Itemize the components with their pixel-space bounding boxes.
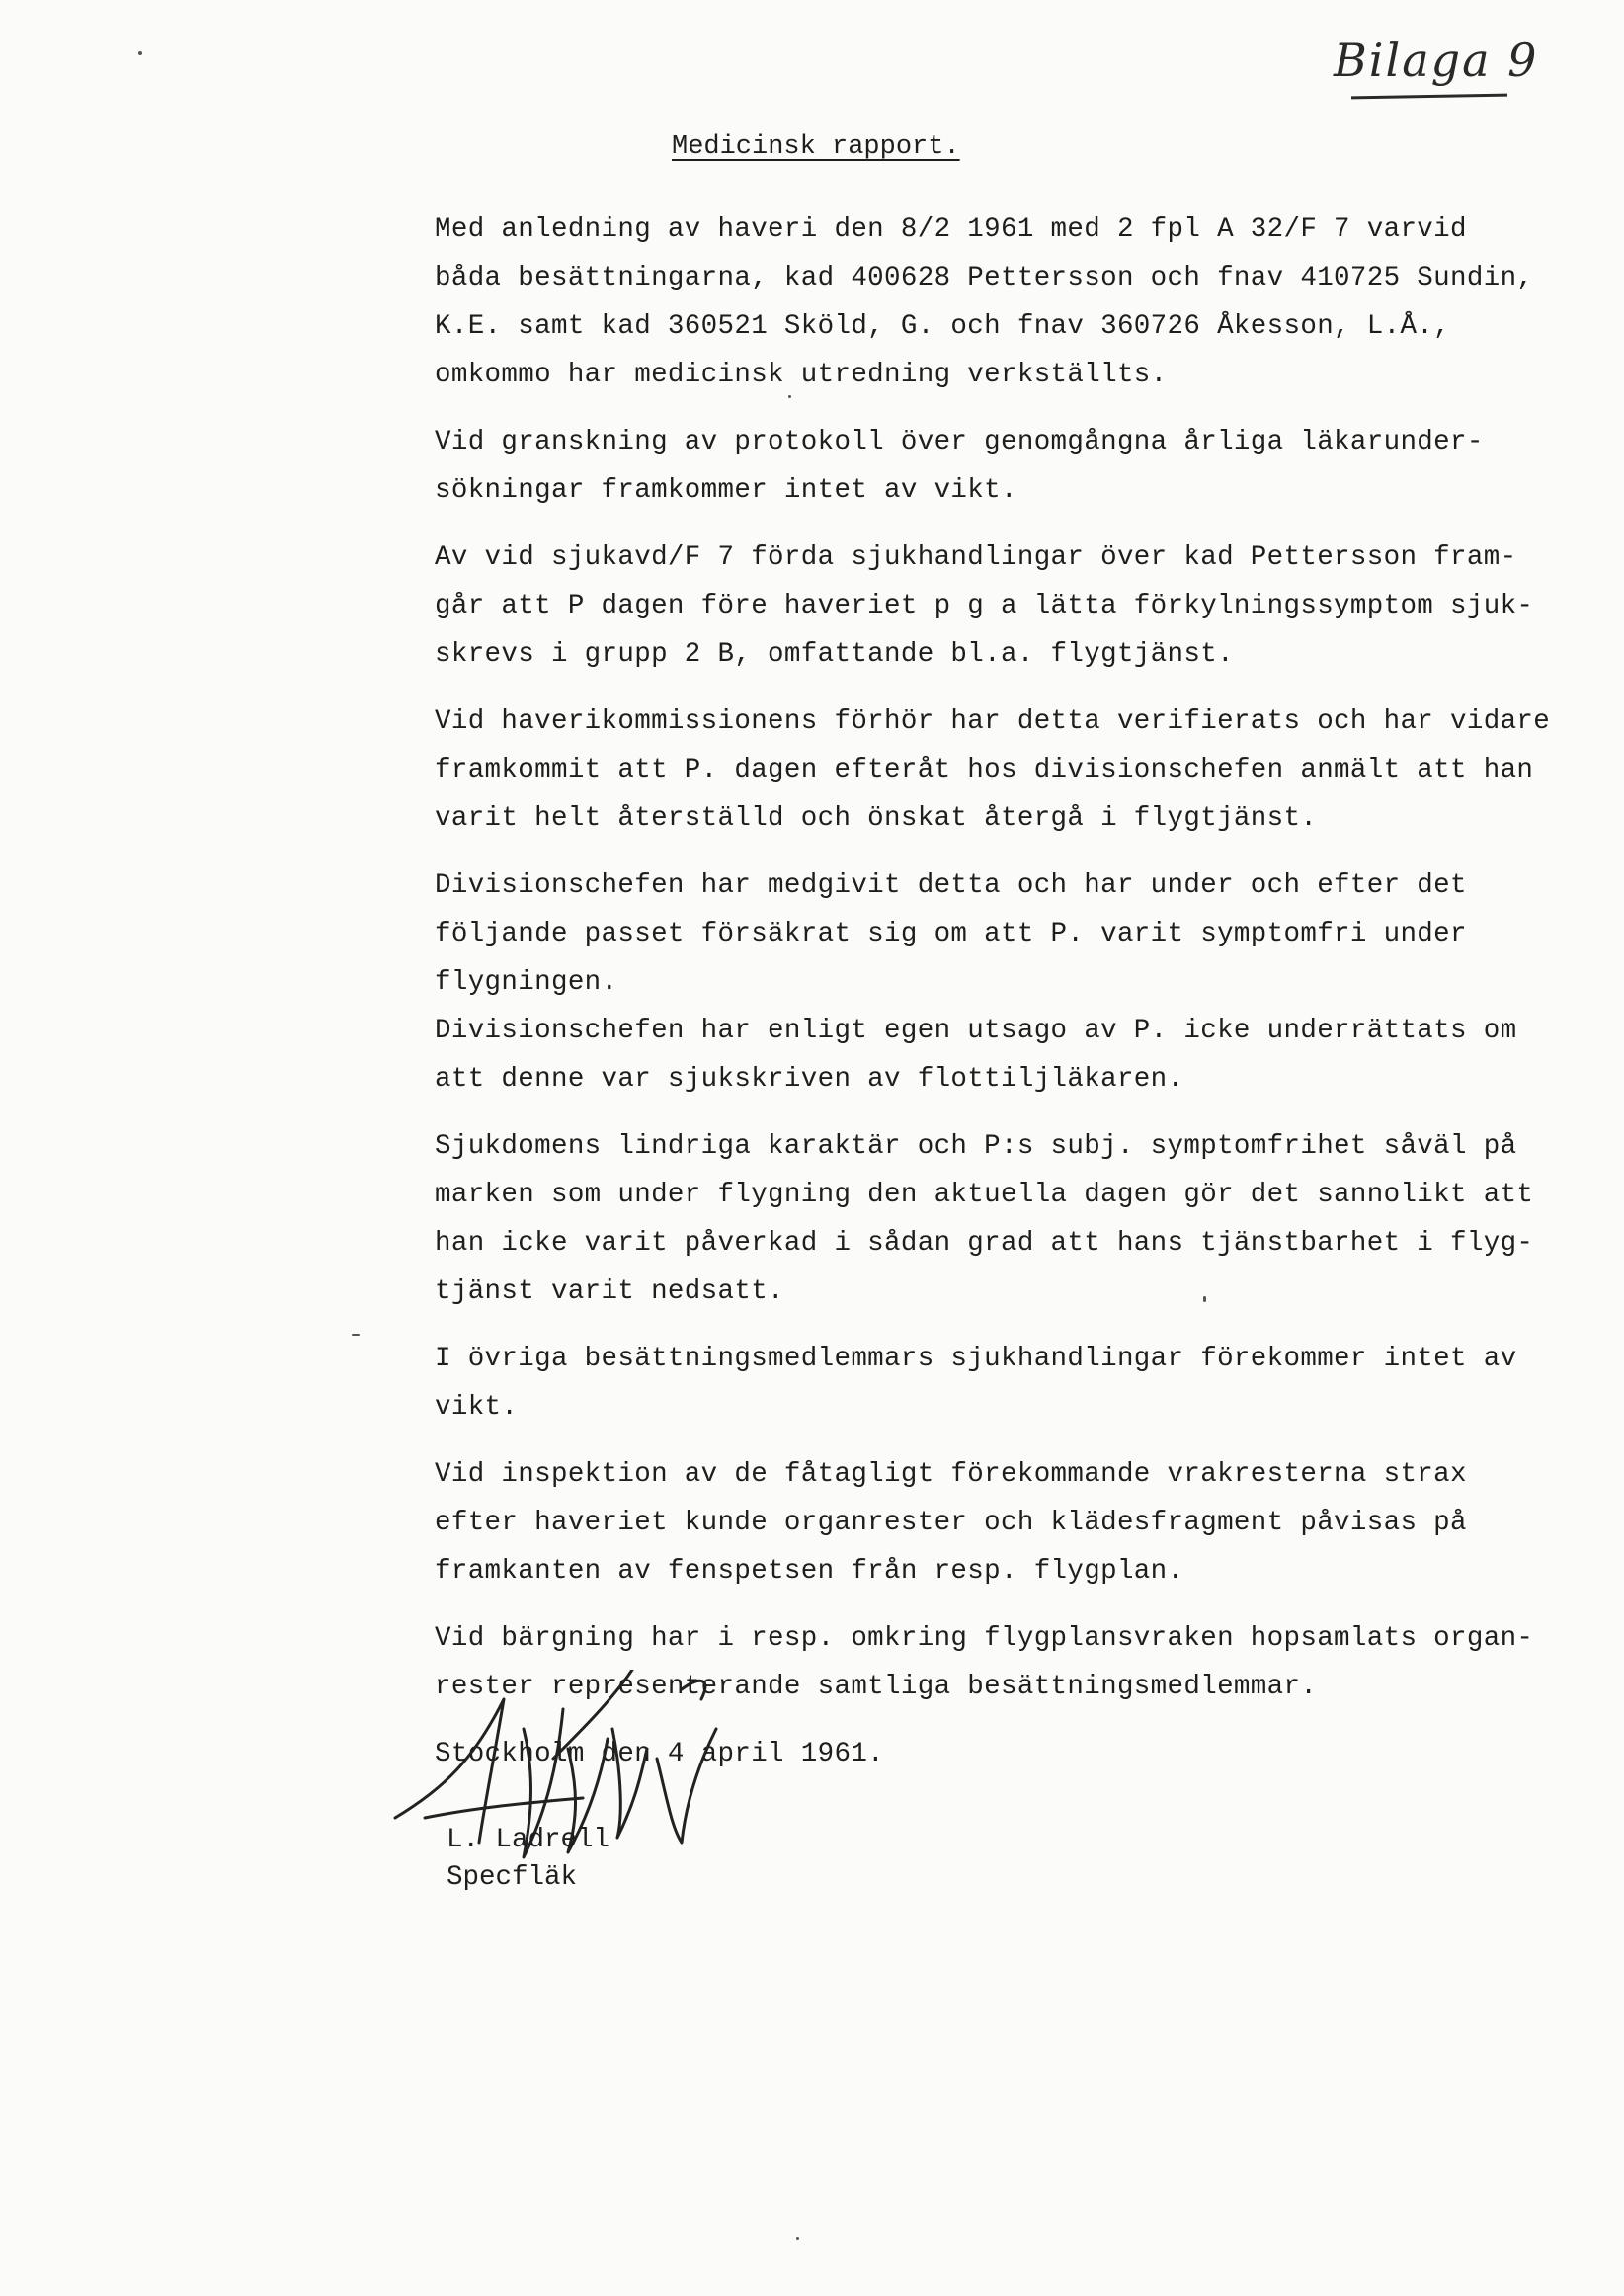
text-line: framkanten av fenspetsen från resp. flygplan. — [435, 1556, 1184, 1587]
text-line: Vid granskning av protokoll över genomgångna årliga läkarunder- — [435, 427, 1484, 457]
text-line: Stockholm den 4 april 1961. — [435, 1739, 885, 1769]
text-line: rester representerande samtliga besättningsmedlemmar. — [435, 1672, 1318, 1702]
scan-speck — [1203, 1296, 1206, 1302]
text-line: sökningar framkommer intet av vikt. — [435, 475, 1017, 506]
text-line: efter haveriet kunde organrester och klädesfragment påvisas på — [435, 1508, 1467, 1538]
scan-speck — [138, 51, 142, 55]
document-title: Medicinsk rapport. — [672, 132, 960, 162]
text-line: Med anledning av haveri den 8/2 1961 med 2 fpl A 32/F 7 varvid — [435, 214, 1467, 245]
text-line: I övriga besättningsmedlemmars sjukhandlingar förekommer intet av — [435, 1344, 1517, 1374]
text-line: Divisionschefen har enligt egen utsago av P. icke underrättats om — [435, 1016, 1517, 1046]
text-line: Vid haverikommissionens förhör har detta verifierats och har vidare — [435, 706, 1551, 737]
text-line: båda besättningarna, kad 400628 Pettersson och fnav 410725 Sundin, — [435, 263, 1534, 293]
text-line: K.E. samt kad 360521 Sköld, G. och fnav 360726 Åkesson, L.Å., — [435, 311, 1451, 342]
report-paragraph — [435, 861, 1551, 1007]
signature-block — [447, 1822, 609, 1897]
text-line: vikt. — [435, 1392, 519, 1423]
text-line: går att P dagen före haveriet p g a lätta förkylningssymptom sjuk- — [435, 591, 1534, 621]
text-line: Vid inspektion av de fåtagligt förekommande vrakresterna strax — [435, 1459, 1467, 1490]
handwritten-underline — [1351, 94, 1507, 100]
text-line: Av vid sjukavd/F 7 förda sjukhandlingar över kad Pettersson fram- — [435, 542, 1517, 573]
text-line: följande passet försäkrat sig om att P. varit symptomfri under — [435, 919, 1467, 949]
text-line: flygningen. — [435, 967, 618, 998]
handwritten-attachment-label: Bilaga 9 — [1334, 34, 1539, 87]
text-line: Vid bärgning har i resp. omkring flygplansvraken hopsamlats organ- — [435, 1623, 1534, 1654]
text-line: omkommo har medicinsk utredning verkställts. — [435, 360, 1168, 390]
report-paragraph — [435, 1122, 1551, 1316]
report-paragraph — [435, 533, 1551, 679]
text-line: marken som under flygning den aktuella dagen gör det sannolikt att — [435, 1180, 1534, 1210]
report-paragraph — [435, 697, 1551, 843]
text-line: varit helt återställd och önskat återgå i flygtjänst. — [435, 803, 1318, 834]
text-line: skrevs i grupp 2 B, omfattande bl.a. flygtjänst. — [435, 639, 1234, 670]
report-paragraph — [435, 1007, 1551, 1104]
scan-speck — [352, 1334, 360, 1336]
text-line: han icke varit påverkad i sådan grad att hans tjänstbarhet i flyg- — [435, 1228, 1534, 1259]
report-paragraph — [435, 1450, 1551, 1596]
scan-speck — [796, 2237, 799, 2240]
scan-speck — [788, 395, 791, 398]
report-paragraph — [435, 205, 1551, 399]
text-line: framkommit att P. dagen efteråt hos divisionschefen anmält att han — [435, 755, 1534, 785]
signatory-name: L. Ladrell — [447, 1825, 610, 1855]
report-paragraph — [435, 418, 1551, 515]
signatory-title: Specfläk — [447, 1862, 578, 1893]
report-body — [435, 205, 1551, 1797]
text-line: Divisionschefen har medgivit detta och har under och efter det — [435, 870, 1467, 901]
text-line: Sjukdomens lindriga karaktär och P:s subj. symptomfrihet såväl på — [435, 1131, 1517, 1162]
text-line: att denne var sjukskriven av flottiljläkaren. — [435, 1064, 1184, 1095]
report-paragraph — [435, 1335, 1551, 1432]
text-line: tjänst varit nedsatt. — [435, 1276, 784, 1307]
